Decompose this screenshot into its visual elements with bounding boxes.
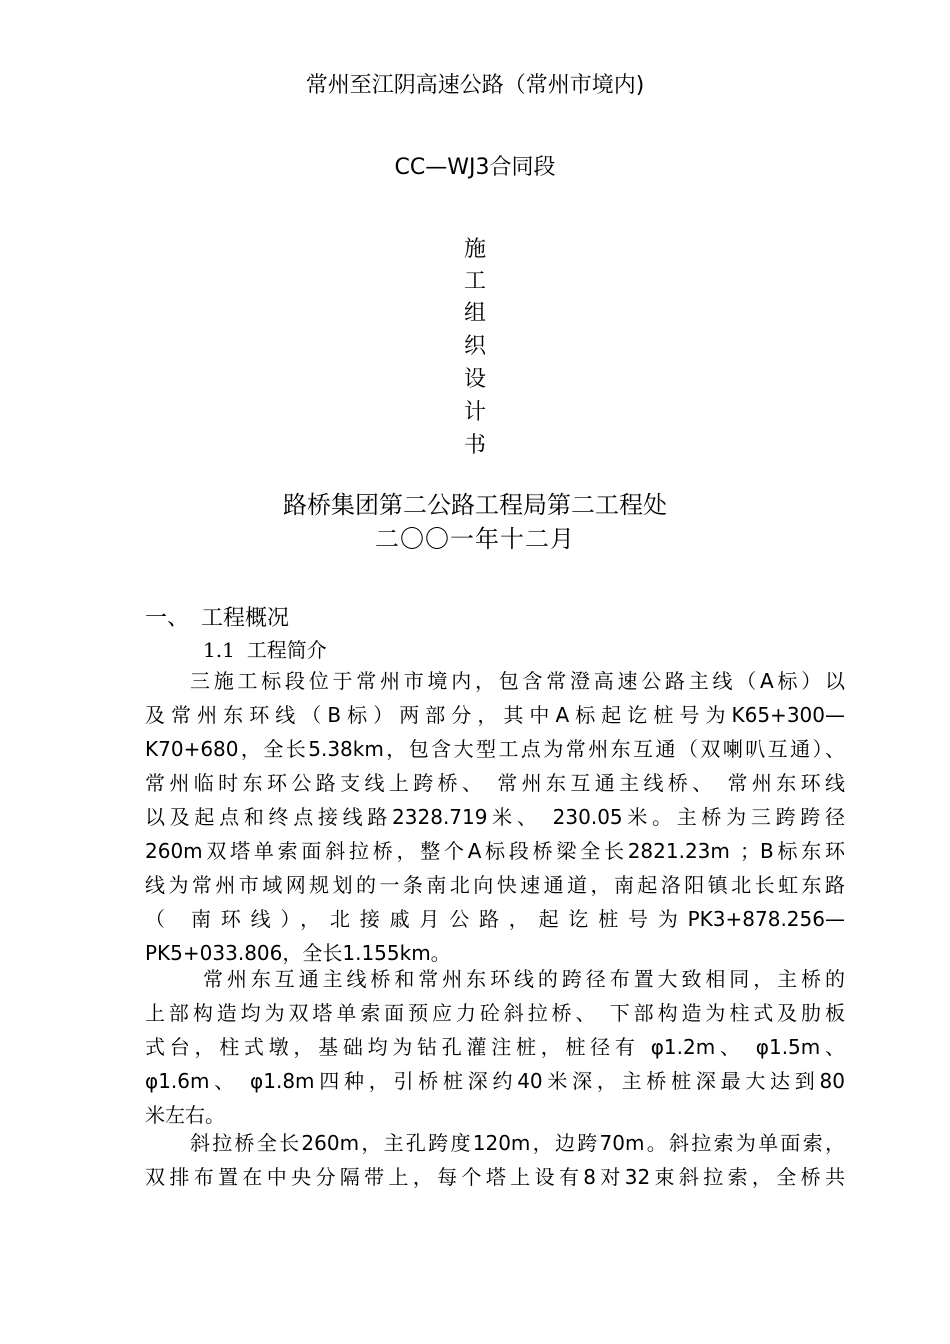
paragraph-line: 三施工标段位于常州市境内，包含常澄高速公路主线（A标）以 [190, 669, 845, 693]
organization-name: 路桥集团第二公路工程局第二工程处 [283, 491, 667, 519]
paragraph-line: K70+680，全长5.38km，包含大型工点为常州东互通（双喇叭互通）、 [145, 737, 845, 761]
document-title-char: 施 [463, 237, 486, 262]
paragraph-line: 以及起点和终点接线路2328.719米、 230.05米。主桥为三跨跨径 [145, 805, 845, 829]
section-number: 一、 [145, 606, 190, 631]
project-title: 常州至江阴高速公路（常州市境内) [305, 73, 645, 98]
subsection-heading [203, 634, 327, 663]
paragraph-line: PK5+033.806，全长1.155km。 [145, 941, 451, 965]
paragraph-line: 常州东互通主线桥和常州东环线的跨径布置大致相同，主桥的 [203, 967, 845, 991]
document-title-char: 计 [463, 400, 486, 425]
paragraph-line: 双排布置在中央分隔带上，每个塔上设有8对32束斜拉索，全桥共 [145, 1165, 845, 1189]
document-title-char: 织 [463, 334, 486, 359]
section-title: 工程概况 [201, 606, 290, 631]
contract-section-label: CC—WJ3合同段 [394, 155, 556, 180]
paragraph-line: 米左右。 [145, 1103, 225, 1127]
paragraph-line: 及常州东环线（B标）两部分，其中A标起讫桩号为K65+300— [145, 703, 845, 727]
paragraph-line: 常州临时东环公路支线上跨桥、 常州东互通主线桥、 常州东环线 [145, 771, 845, 795]
paragraph-line: （ 南环线），北接戚月公路，起讫桩号为PK3+878.256— [145, 907, 845, 931]
document-title-char: 书 [463, 433, 486, 458]
document-title-char: 组 [463, 301, 486, 326]
paragraph-line: 线为常州市域网规划的一条南北向快速通道，南起洛阳镇北长虹东路 [145, 873, 845, 897]
document-date: 二〇〇一年十二月 [375, 525, 575, 553]
document-title-char: 工 [463, 269, 486, 294]
paragraph-line: φ1.6m、 φ1.8m四种，引桥桩深约40米深，主桥桩深最大达到80 [145, 1069, 845, 1093]
paragraph-line: 式台，柱式墩，基础均为钻孔灌注桩，桩径有 φ1.2m、 φ1.5m、 [145, 1035, 845, 1059]
paragraph-line: 斜拉桥全长260m，主孔跨度120m，边跨70m。斜拉索为单面索， [190, 1131, 845, 1155]
paragraph-line: 260m双塔单索面斜拉桥，整个A标段桥梁全长2821.23m ；B标东环 [145, 839, 845, 863]
section-heading [145, 601, 289, 632]
document-title-char: 设 [463, 367, 486, 392]
paragraph-line: 上部构造均为双塔单索面预应力砼斜拉桥、 下部构造为柱式及肋板 [145, 1001, 845, 1025]
subsection-number: 1.1 [203, 638, 235, 662]
subsection-title: 工程简介 [246, 638, 327, 662]
